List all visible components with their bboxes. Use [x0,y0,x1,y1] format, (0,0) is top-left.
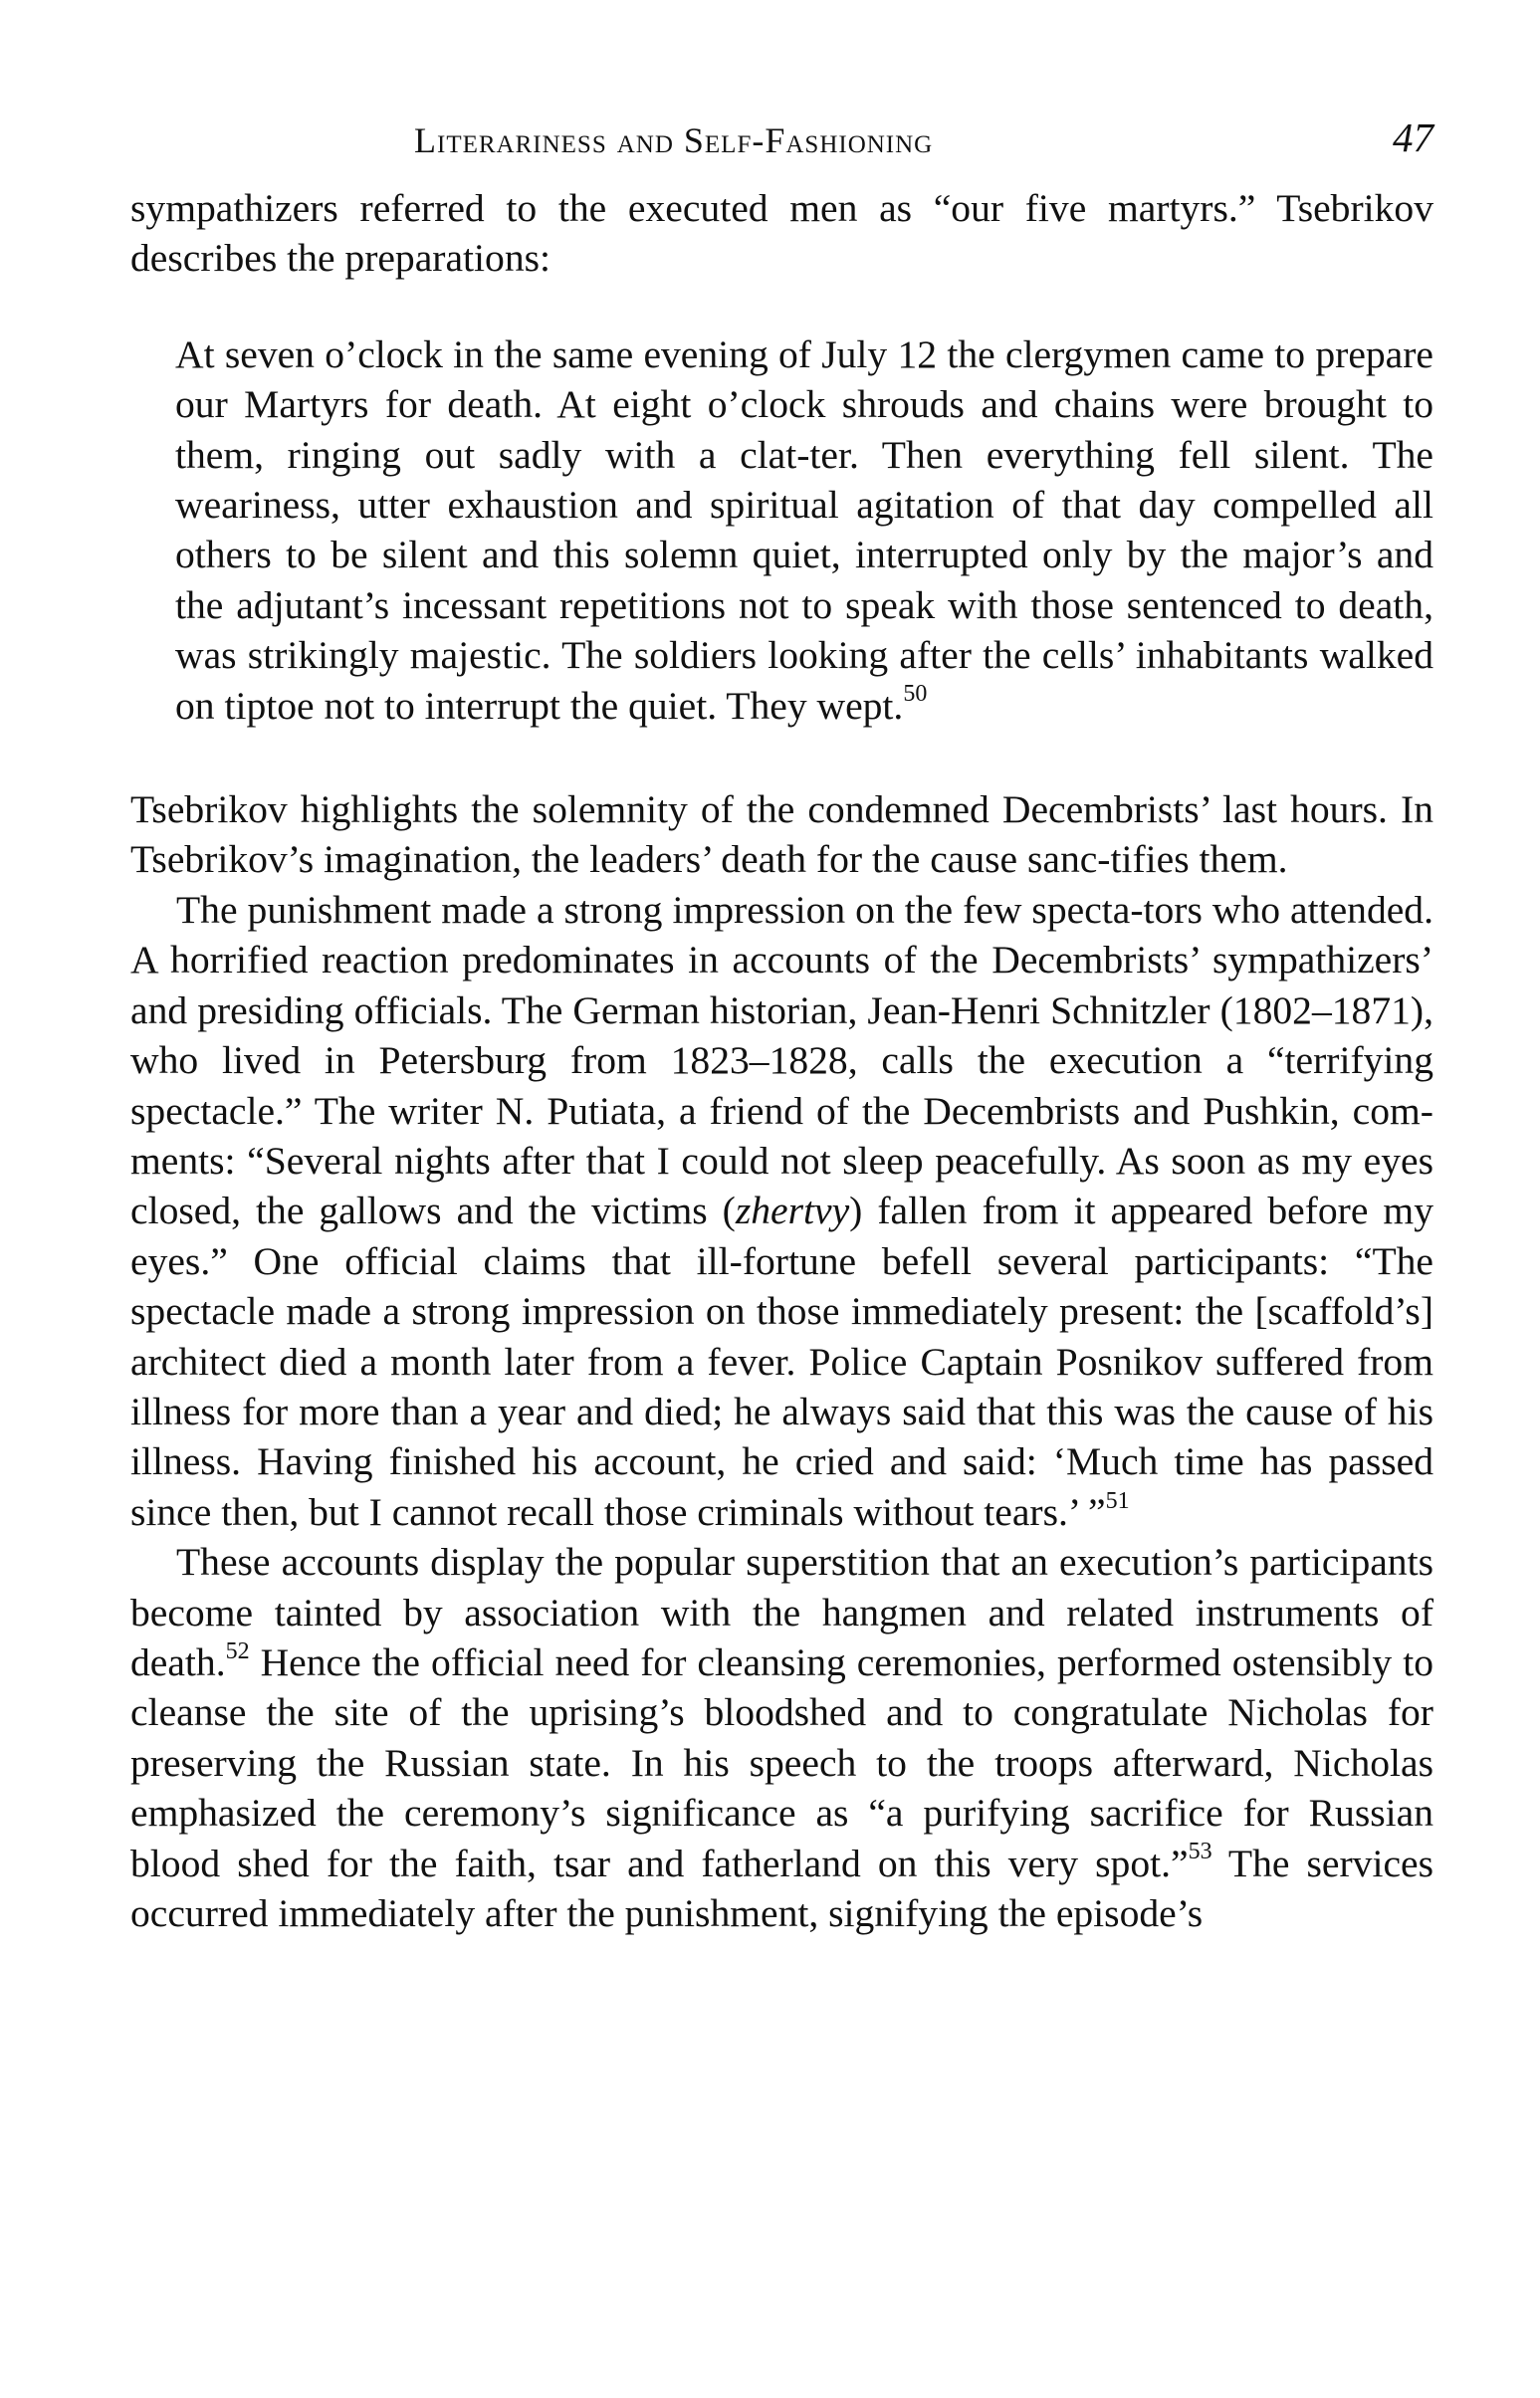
paragraph-superstition [130,1537,1433,1938]
paragraph-text: Tsebrikov highlights the solemnity of the condemned Decembrists’ last hours. In Tsebrikov’s imagination, the leaders’ death for the cause sanc-tifies them. [130,787,1433,882]
page-number: 47 [1393,114,1433,160]
block-quote-text: At seven o’clock in the same evening of July 12 the clergymen came to prepare our Martyrs for death. At eight o’clock shrouds and chains were brought to them, ringing out sadly with a clat-ter. Then everything fell silent. The weariness, utter exhaustion and spiritual agitation of that day compelled all others to be silent and this solemn quiet, interrupted only by the major’s and the adjutant’s incessant repetitions not to speak with those sentenced to death, was strikingly majestic. The soldiers looking after the cells’ inhabitants walked on tiptoe not to interrupt the quiet. They wept. [175,331,1433,728]
paragraph-text: Hence the official need for cleansing ceremonies, performed ostensibly to cleanse the site of the uprising’s bloodshed and to congratulate Nicholas for preserving the Russian state. In his speech to the troops afterward, Nicholas emphasized the ceremony’s significance as “a purifying sacrifice for Russian blood shed for the faith, tsar and fatherland on this very spot.” [130,1639,1433,1885]
footnote-ref-51[interactable]: 51 [1105,1487,1130,1514]
paragraph-punishment [130,885,1433,1537]
footnote-ref-53[interactable]: 53 [1188,1839,1212,1865]
italic-term-zhertvy: zhertvy [735,1189,850,1233]
block-quote [175,329,1433,731]
paragraph-tsebrikov [130,784,1433,885]
paragraph-text: ) fallen from it appeared before my eyes.” One official claims that ill-fortune befell several participants: “The spectacle made a strong impression on those immediately present: the [scaffold’s] architect died a month later from a fever. Police Captain Posnikov suffered from illness for more than a year and died; he always said that this was the cause of his illness. Having finished his account, he cried and said: ‘Much time has passed since then, but I cannot recall those criminals without tears.’ ” [130,1189,1433,1534]
paragraph-text: sympathizers referred to the executed men as “our five martyrs.” Tsebrikov describes the preparations: [130,186,1433,281]
paragraph-continuation [130,183,1433,284]
footnote-ref-52[interactable]: 52 [225,1637,250,1664]
body-text [130,183,1433,1938]
running-header [0,113,1540,173]
footnote-ref-50[interactable]: 50 [903,681,928,708]
block-quote-paragraph [175,329,1433,731]
paragraph-text: These accounts display the popular superstition that an execution’s participants become tainted by association with the hangmen and related instruments of death. [130,1540,1433,1684]
running-title: Literariness and Self-Fashioning [414,120,934,160]
paragraph-text: The services occurred immediately after the punishment, signifying the episode’s [130,1841,1433,1935]
paragraph-text: The punishment made a strong impression on the few specta-tors who attended. A horrified reaction predominates in accounts of the Decembrists’ sympathizers’ and presiding officials. The German historian, Jean-Henri Schnitzler (1802–1871), who lived in Petersburg from 1823–1828, calls the execution a “terrifying spectacle.” The writer N. Putiata, a friend of the Decembrists and Pushkin, com-ments: “Several nights after that I could not sleep peacefully. As soon as my eyes closed, the gallows and the victims ( [130,887,1433,1233]
